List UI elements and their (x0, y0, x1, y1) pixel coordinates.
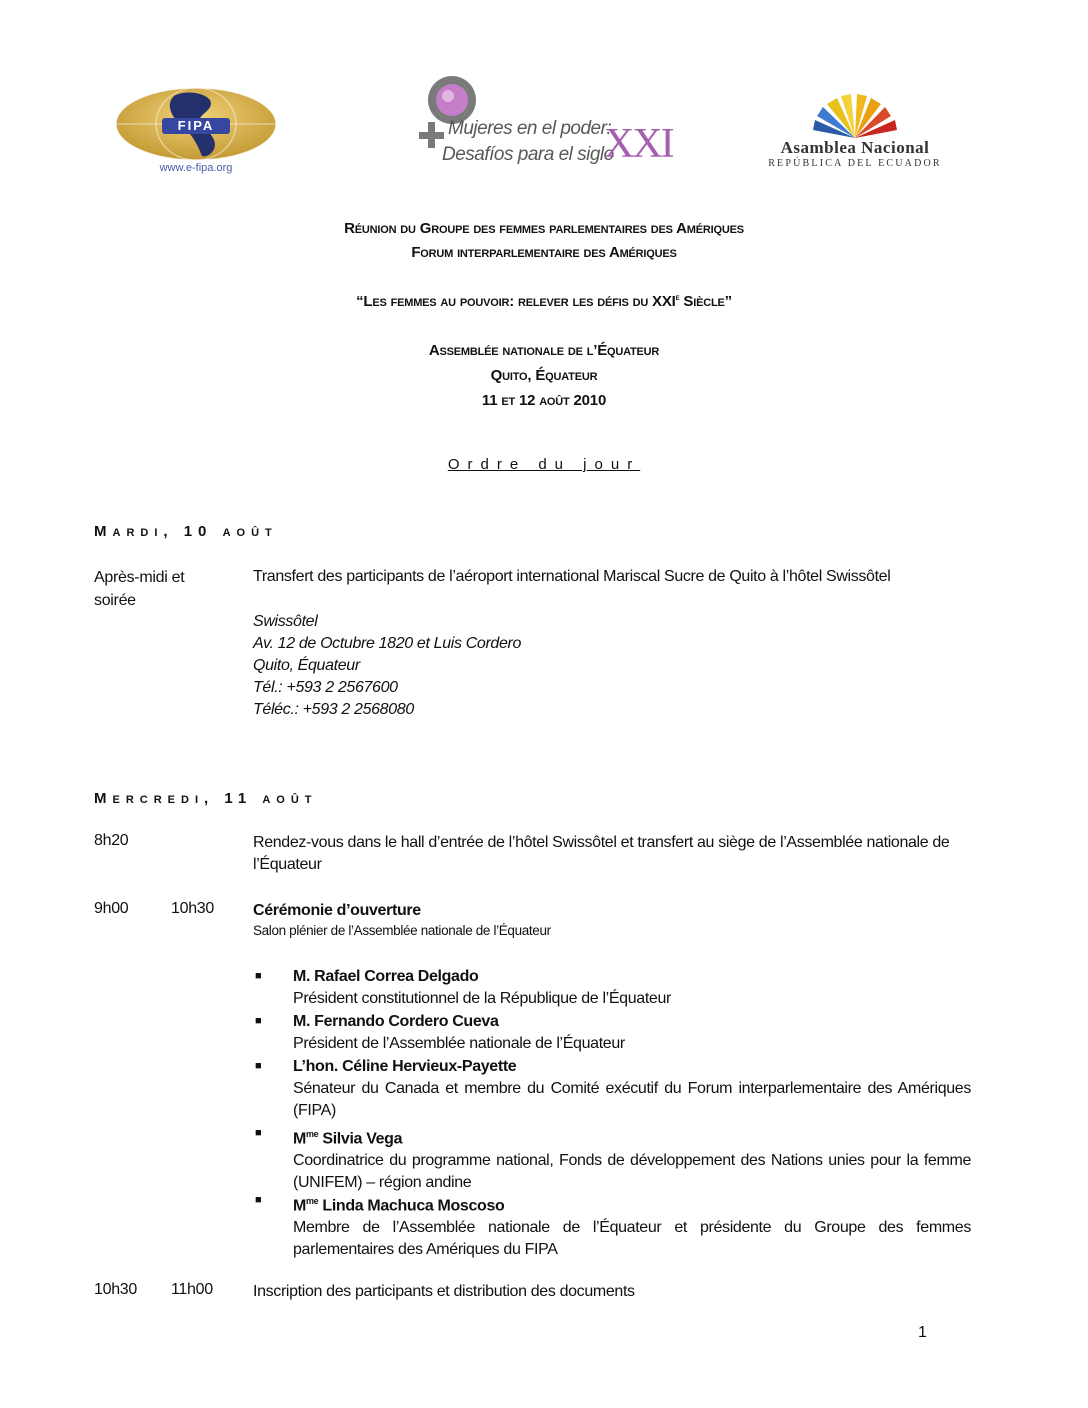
address-line: Quito, Équateur (253, 657, 360, 674)
address-line: Tél.: +593 2 2567600 (253, 679, 398, 696)
mujeres-logo (414, 72, 673, 182)
name-sup: me (305, 1196, 319, 1206)
speaker-name: M. Fernando Cordero Cueva (293, 1013, 499, 1030)
speaker (293, 1123, 971, 1194)
item-description: Inscription des participants et distribution des documents (253, 1283, 635, 1300)
day1-time-line2: soirée (94, 592, 136, 609)
female-symbol-icon (416, 72, 496, 152)
speaker-role: Coordinatrice du programme national, Fonds de développement des Nations unies pour la femme (UNIFEM) – région andine (293, 1152, 971, 1192)
name-prefix: M (293, 1197, 306, 1215)
page-number: 1 (918, 1324, 927, 1341)
day1-activity: Transfert des participants de l’aéroport international Mariscal Sucre de Quito à l’hôtel Swissôtel (253, 568, 891, 585)
item-start-time: 9h00 (94, 900, 129, 917)
day1-time (94, 566, 184, 612)
header-line1: Réunion du Groupe des femmes parlementaires des Amériques (344, 220, 744, 237)
day1-title: Mardi, 10 août (94, 523, 278, 540)
fipa-logo (114, 86, 278, 178)
item-description: Rendez-vous dans le hall d’entrée de l’hôtel Swissôtel et transfert au siège de l’Assemblée nationale de l’Équateur (253, 834, 950, 873)
mujeres-line1: Mujeres en el poder: (448, 118, 612, 139)
speaker (293, 966, 971, 1010)
item-start-time: 8h20 (94, 832, 129, 849)
bullet-icon: ■ (255, 1060, 262, 1072)
speaker-name (293, 1190, 971, 1217)
ceremony-title: Cérémonie d’ouverture (253, 902, 421, 919)
bullet-icon: ■ (255, 1127, 262, 1139)
agenda-title: Ordre du jour (447, 456, 641, 473)
header-theme (0, 292, 1088, 310)
asamblea-subtitle: REPÚBLICA DEL ECUADOR (768, 158, 942, 169)
hotel-address (253, 611, 971, 721)
mujeres-century: XXI (604, 121, 673, 167)
speaker (293, 1011, 971, 1055)
speaker-role: Membre de l’Assemblée nationale de l’Équateur et présidente du Groupe des femmes parlementaires des Amériques du FIPA (293, 1219, 971, 1259)
fipa-url: www.e-fipa.org (159, 162, 233, 174)
speaker-name (293, 1123, 971, 1150)
name-rest: Linda Machuca Moscoso (318, 1197, 505, 1215)
day1-time-line1: Après-midi et (94, 569, 185, 586)
speaker (293, 1190, 971, 1261)
speaker-role: Président de l’Assemblée nationale de l’Équateur (293, 1035, 625, 1052)
bullet-icon: ■ (255, 1015, 262, 1027)
name-sup: me (305, 1129, 319, 1139)
header-line2: Forum interparlementaire des Amériques (411, 244, 677, 261)
header-venue: Assemblée nationale de l’Équateur (428, 342, 660, 359)
speaker-role: Président constitutionnel de la République de l’Équateur (293, 990, 672, 1007)
bullet-icon: ■ (255, 1194, 262, 1206)
bullet-icon: ■ (255, 970, 262, 982)
name-rest: Silvia Vega (318, 1130, 403, 1148)
theme-text: “Les femmes au pouvoir: relever les défis du XXI (356, 293, 676, 310)
header-dates: 11 et 12 août 2010 (481, 392, 607, 409)
mujeres-line2: Desafíos para el siglo (442, 144, 614, 165)
name-prefix: M (293, 1130, 306, 1148)
asamblea-name: Asamblea Nacional (780, 138, 930, 157)
address-line: Swissôtel (253, 613, 318, 630)
day2-title: Mercredi, 11 août (94, 790, 318, 807)
speaker (293, 1056, 971, 1122)
theme-sup: e (675, 292, 680, 302)
item-end-time: 11h00 (171, 1281, 213, 1298)
header-city: Quito, Équateur (490, 367, 598, 384)
address-line: Téléc.: +593 2 2568080 (253, 701, 414, 718)
speaker-name: M. Rafael Correa Delgado (293, 968, 479, 985)
asamblea-logo (760, 94, 950, 174)
speaker-role: Sénateur du Canada et membre du Comité exécutif du Forum interparlementaire des Amériques (FIPA) (293, 1080, 971, 1119)
address-line: Av. 12 de Octubre 1820 et Luis Cordero (253, 635, 522, 652)
fipa-logo-label: FIPA (177, 118, 215, 133)
ceremony-location: Salon plénier de l’Assemblée nationale de l’Équateur (253, 923, 551, 938)
item-start-time: 10h30 (94, 1281, 137, 1298)
item-end-time: 10h30 (171, 900, 214, 917)
sunburst-icon (760, 94, 950, 140)
theme-text-end: Siècle” (679, 293, 732, 310)
speaker-name: L’hon. Céline Hervieux-Payette (293, 1058, 517, 1075)
